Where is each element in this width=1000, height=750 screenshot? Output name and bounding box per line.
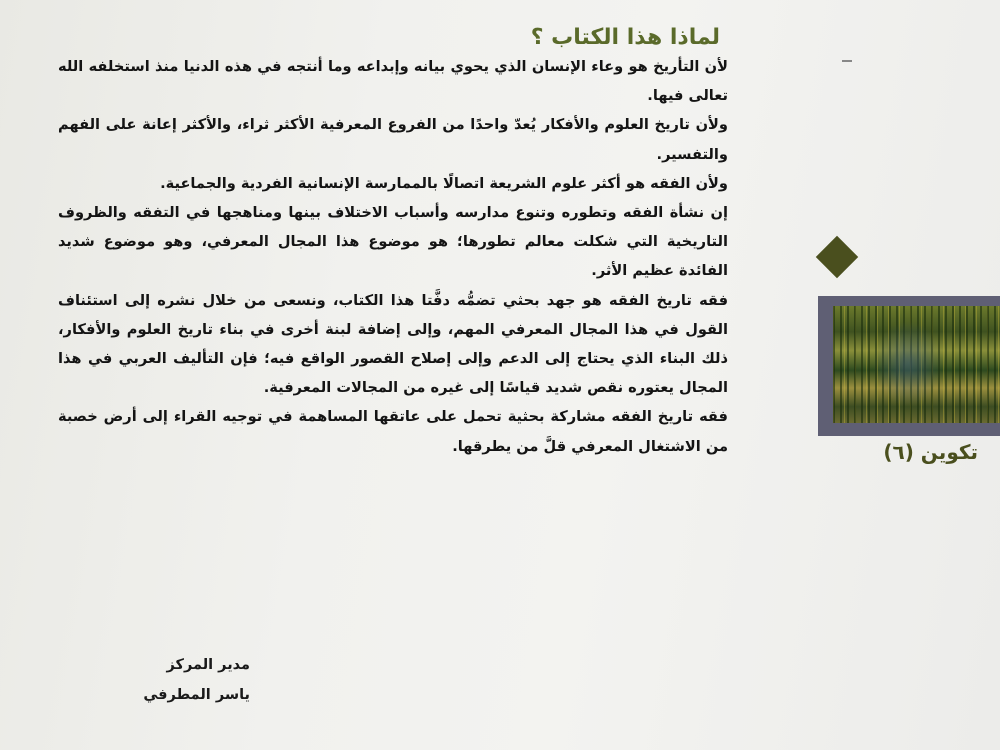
artwork-image: [833, 306, 1000, 423]
artwork-caption: تكوين (٦): [883, 440, 978, 464]
signature-block: [100, 650, 250, 710]
paragraph-2: ولأن تاريخ العلوم والأفكار يُعدّ واحدًا من الفروع المعرفية الأكثر ثراء، والأكثر إعانة على الفهم والتفسير.: [58, 116, 728, 163]
paragraph-1: لأن التأريخ هو وعاء الإنسان الذي يحوي بيانه وإبداعه وما أنتجه في هذه الدنيا منذ استخلفه الله تعالى فيها.: [58, 58, 728, 105]
paragraph-5: فقه تاريخ الفقه هو جهد بحثي تضمُّه دفَّتا هذا الكتاب، ونسعى من خلال نشره إلى استئناف القول في هذا المجال المعرفي المهم، وإلى إضافة لبنة أخرى في بناء تاريخ العلوم والأفكار، ذلك البناء الذي يحتاج إلى الدعم وإلى إصلاح القصور الواقع فيه؛ فإن التأليف العربي في هذا المجال يعتوره نقص شديد قياسًا إلى غيره من المجالات المعرفية.: [58, 291, 728, 397]
edge-mark: [842, 60, 852, 62]
signature-name: ياسر المطرفي: [143, 687, 250, 703]
signature-role: مدير المركز: [166, 657, 250, 673]
diamond-ornament-icon: [816, 236, 858, 278]
paragraph-6: فقه تاريخ الفقه مشاركة بحثية تحمل على عاتقها المساهمة في توجيه القراء إلى أرض خصبة من الاشتغال المعرفي قلَّ من يطرقها.: [58, 408, 728, 455]
paragraph-3: ولأن الفقه هو أكثر علوم الشريعة اتصالًا بالممارسة الإنسانية الفردية والجماعية.: [160, 174, 728, 192]
body-text: [58, 52, 728, 461]
paragraph-4: إن نشأة الفقه وتطوره وتنوع مدارسه وأسباب الاختلاف بينها ومناهجها في التفقه والظروف التاريخية التي شكلت معالم تطورها؛ هو موضوع هذا المجال المعرفي، وهو موضوع شديد الفائدة عظيم الأثر.: [58, 204, 728, 280]
artwork-frame: [818, 296, 1000, 436]
page-title: لماذا هذا الكتاب ؟: [530, 24, 720, 50]
